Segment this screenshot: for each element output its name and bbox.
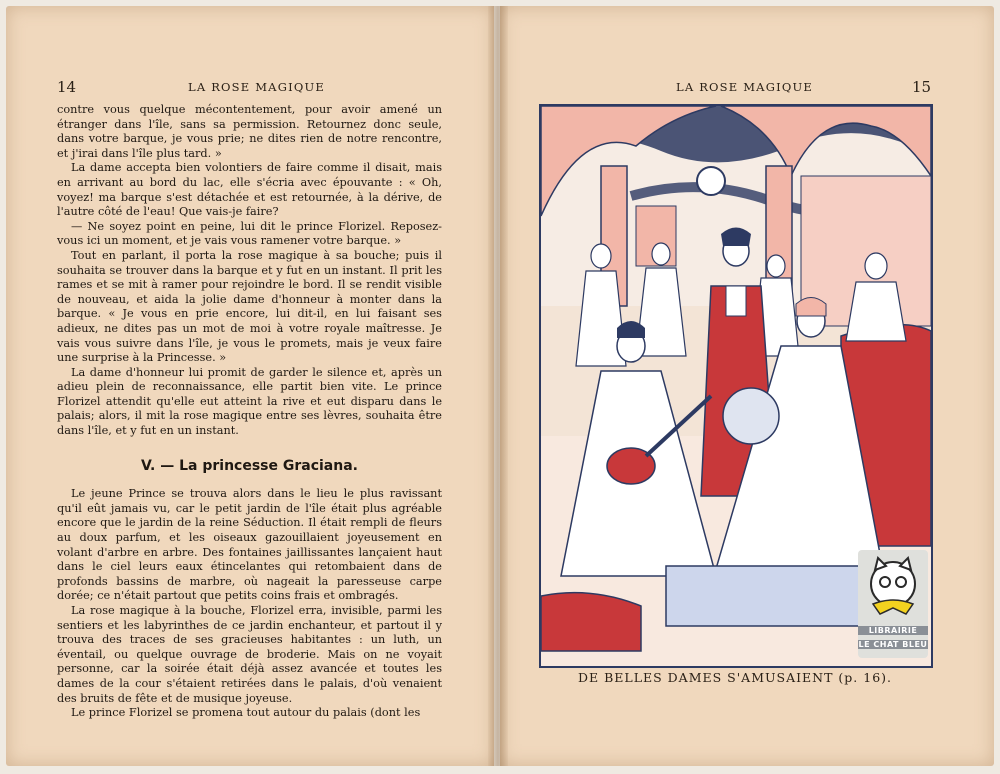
paragraph: Tout en parlant, il porta la rose magique à sa bouche; puis il souhaita se trouver dans la barque et y fut en un instant. Il prit les rames et se mit à ramer pour rejoindre le bord. Il se rendit visible de nouveau, et aida la jolie dame d'honneur à monter dans la barque. « Je vous en prie encore, lui dit-il, en lui faisant ses adieux, ne dites pas un mot de moi à votre royale maîtresse. Je vais vous suivre dans l'île, je vous le promets, mais je veux faire une surprise à la Princesse. » <box>57 248 442 365</box>
left-page-number: 14 <box>57 78 77 96</box>
right-page-number: 15 <box>912 78 932 96</box>
illustration-caption: DE BELLES DAMES S'AMUSAIENT (p. 16). <box>577 670 893 685</box>
bookseller-stamp-logo <box>858 550 928 658</box>
stamp-line-1: LIBRAIRIE <box>858 626 928 635</box>
paragraph: Le prince Florizel se promena tout autour du palais (dont les <box>71 706 421 720</box>
paragraph: Le jeune Prince se trouva alors dans le lieu le plus ravissant qu'il eût jamais vu, car le petit jardin de l'île était plus agréable encore que le jardin de la reine Séduction. Il était rempli de fleurs au doux parfum, et les oiseaux gazouillaient joyeusement en volant d'arbre en arbre. Des fontaines jaillissantes lançaient haut dans le ciel leurs eaux étincelantes qui retombaient dans de profonds bassins de marbre, où nageait la paresseuse carpe dorée; ce n'était partout que petits coins frais et ombragés. <box>57 487 442 603</box>
chapter-heading: V. — La princesse Graciana. <box>141 457 358 474</box>
paragraph: — Ne soyez point en peine, lui dit le prince Florizel. Reposez-vous ici un moment, et je vais vous ramener votre barque. » <box>57 219 442 248</box>
book-gutter <box>488 6 508 766</box>
paragraph: contre vous quelque mécontentement, pour avoir amené un étranger dans l'île, sans sa permission. Retournez donc seule, dans votre barque, je vous prie; ne dites rien de notre rencontre, et j'irai dans l'île plus tard. » <box>57 103 442 160</box>
paragraph: La rose magique à la bouche, Florizel erra, invisible, parmi les sentiers et les labyrinthes de ce jardin enchanteur, et partout il y trouva des traces de ses gracieuses habitantes : un luth, un éventail, ou quelque ouvrage de broderie. Mais on ne voyait personne, car la soirée était déjà assez avancée et toutes les dames de la cour s'étaient retirées dans le palais, d'où venaient des bruits de fête et de musique joyeuse. <box>57 604 442 705</box>
right-running-title: LA ROSE MAGIQUE <box>676 80 813 94</box>
paragraph: La dame accepta bien volontiers de faire comme il disait, mais en arrivant au bord du lac, elle s'écria avec épouvante : « Oh, voyez! ma barque s'est détachée et est retournée, à la dérive, de l'autre côté de l'eau! Que vais-je faire? <box>57 161 442 219</box>
paragraph: La dame d'honneur lui promit de garder le silence et, après un adieu plein de reconnaissance, elle partit bien vite. Le prince Florizel attendit qu'elle eut atteint la rive et eut disparu dans le palais; alors, il mit la rose magique entre ses lèvres, souhaita être dans l'île, et y fut en un instant. <box>57 365 442 438</box>
left-page-body <box>57 103 442 721</box>
stamp-line-2: LE CHAT BLEU <box>858 640 928 649</box>
left-running-title: LA ROSE MAGIQUE <box>188 80 325 94</box>
cat-logo-icon <box>858 550 928 622</box>
